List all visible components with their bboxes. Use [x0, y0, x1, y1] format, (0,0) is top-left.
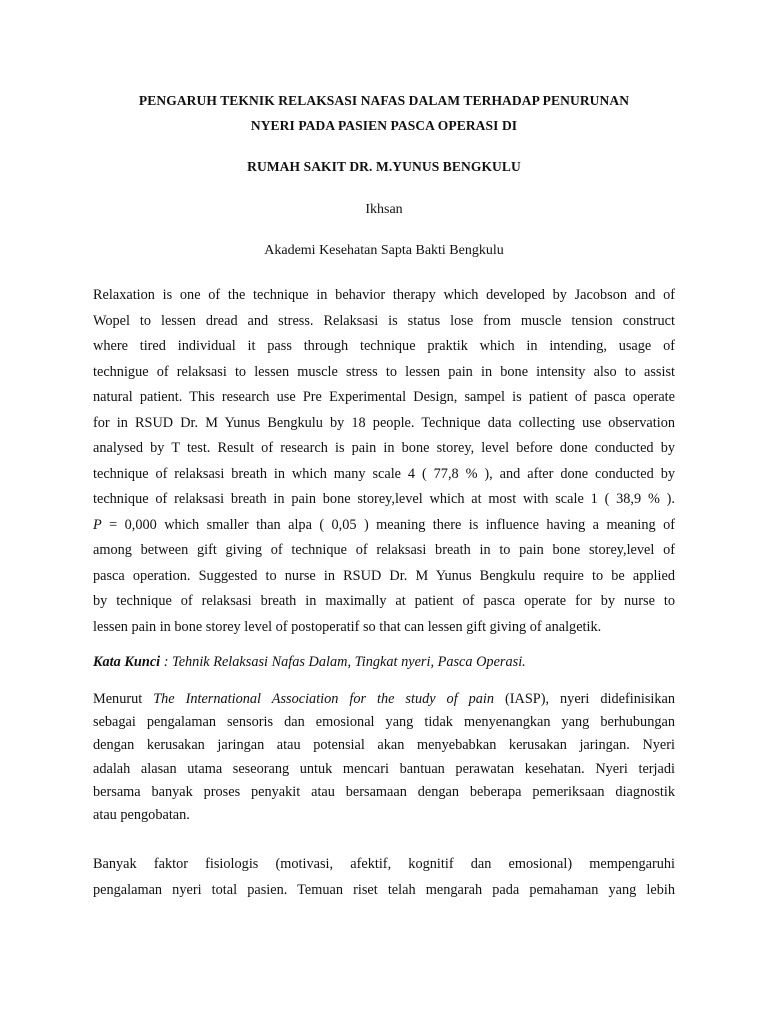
abstract-line: for in RSUD Dr. M Yunus Bengkulu by 18 people. Technique data collecting use observation	[93, 414, 675, 431]
author-affiliation: Akademi Kesehatan Sapta Bakti Bengkulu	[264, 243, 504, 258]
title-line-3: RUMAH SAKIT DR. M.YUNUS BENGKULU	[247, 159, 521, 174]
paragraph-1-line: sebagai pengalaman sensoris dan emosional yang tidak menyenangkan yang berhubungan	[93, 714, 675, 731]
paragraph-1-first-line	[93, 688, 675, 711]
paragraph-1	[93, 688, 675, 827]
abstract-line: technique of relaksasi breath in which many scale 4 ( 77,8 % ), and after done conducted by	[93, 465, 675, 482]
paragraph-1-suffix: (IASP), nyeri didefinisikan	[494, 691, 675, 707]
abstract-line: Relaxation is one of the technique in behavior therapy which developed by Jacobson and of	[93, 287, 675, 303]
abstract-line: by technique of relaksasi breath in maximally at patient of pasca operate for by nurse to	[93, 593, 675, 609]
abstract-line: lessen pain in bone storey level of postoperatif so that can lessen gift giving of analgetik.	[93, 618, 602, 635]
abstract-line: technique of relaksasi breath in pain bone storey,level which at most with scale 1 ( 38,9 % ).	[93, 491, 675, 507]
p-value-text: = 0,000 which smaller than alpa ( 0,05 ) meaning there is influence having a meaning of	[109, 516, 675, 533]
paragraph-2-line: pengalaman nyeri total pasien. Temuan riset telah mengarah pada pemahaman yang lebih	[93, 881, 675, 898]
paragraph-1-line: atau pengobatan.	[93, 806, 190, 823]
abstract-line: natural patient. This research use Pre Experimental Design, sampel is patient of pasca operate	[93, 389, 675, 405]
abstract-line: where tired individual it pass through technique praktik which in intending, usage of	[93, 338, 675, 354]
paragraph-1-line: adalah alasan utama seseorang untuk mencari bantuan perawatan kesehatan. Nyeri terjadi	[93, 760, 675, 777]
abstract	[93, 283, 675, 640]
title-line-2: NYERI PADA PASIEN PASCA OPERASI DI	[250, 118, 518, 133]
paragraph-2	[93, 852, 675, 903]
paragraph-1-line: bersama banyak proses penyakit atau bersamaan dengan beberapa pemeriksaan diagnostik	[93, 783, 675, 800]
keywords	[93, 652, 675, 672]
abstract-line: pasca operation. Suggested to nurse in RSUD Dr. M Yunus Bengkulu require to be applied	[93, 567, 675, 584]
abstract-line: Wopel to lessen dread and stress. Relaksasi is status lose from muscle tension construct	[93, 312, 675, 329]
abstract-line: among between gift giving of technique of relaksasi breath in to pain bone storey,level of	[93, 542, 675, 558]
abstract-line: analysed by T test. Result of research is pain in bone storey, level before done conducted by	[93, 440, 675, 456]
keywords-label: Kata Kunci	[93, 654, 161, 670]
keywords-text: : Tehnik Relaksasi Nafas Dalam, Tingkat nyeri, Pasca Operasi.	[160, 654, 526, 670]
abstract-line-p-value	[93, 513, 675, 539]
abstract-line: technigue of relaksasi to lessen muscle stress to lessen pain in bone intensity also to assist	[93, 363, 675, 380]
author-name: Ikhsan	[365, 202, 403, 217]
p-value-symbol: P	[93, 516, 102, 533]
organization-name: The International Association for the study of pain	[153, 691, 495, 707]
paragraph-1-line: dengan kerusakan jaringan atau potensial akan menyebabkan kerusakan jaringan. Nyeri	[93, 737, 675, 754]
paragraph-2-line: Banyak faktor fisiologis (motivasi, afektif, kognitif dan emosional) mempengaruhi	[93, 856, 675, 872]
paragraph-1-prefix: Menurut	[93, 691, 154, 707]
title-line-1: PENGARUH TEKNIK RELAKSASI NAFAS DALAM TERHADAP PENURUNAN	[138, 93, 630, 108]
